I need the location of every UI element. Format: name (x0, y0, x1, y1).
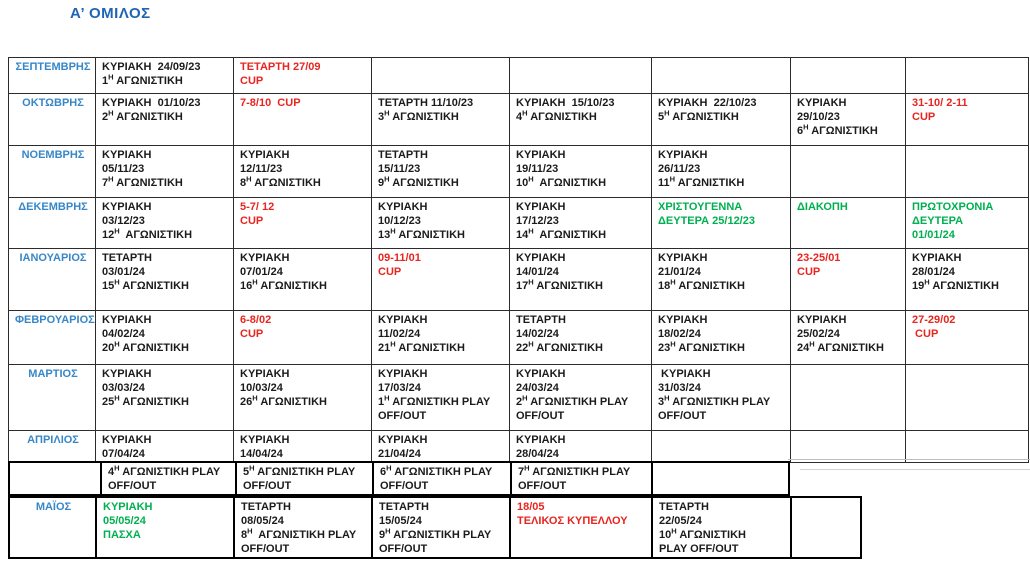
cell-line: CUP (240, 215, 264, 228)
empty-cell (652, 462, 789, 495)
empty-cell (906, 58, 1029, 94)
schedule-cell (511, 462, 652, 495)
cell-line: CUP (240, 328, 264, 341)
cell-line: 5-7/ 12 (240, 201, 275, 213)
cell-line: ΚΥΡΙΑΚΗ (378, 314, 428, 326)
schedule-cell (791, 249, 906, 311)
cell-line: ΚΥΡΙΑΚΗ (378, 434, 428, 446)
month-cell: ΦΕΒΡΟΥΑΡΙΟΣ (9, 311, 96, 365)
cell-line: 19/11/23 (516, 163, 559, 176)
table-row (9, 311, 1029, 365)
table-row (9, 249, 1029, 311)
cell-line: 08/05/24 (241, 515, 284, 528)
schedule-cell (652, 146, 791, 198)
cell-line: $7^H$ ΑΓΩΝΙΣΤΙΚΗ (102, 174, 183, 190)
cell-line: PLAY OFF/OUT (659, 543, 739, 556)
cell-line: ΤΕΤΑΡΤΗ (241, 501, 291, 513)
cell-line: 05/11/23 (102, 163, 145, 176)
cell-line: ΚΥΡΙΑΚΗ (658, 149, 708, 161)
cell-line: $14^H$ ΑΓΩΝΙΣΤΙΚΗ (516, 226, 607, 242)
cell-line: ΚΥΡΙΑΚΗ (102, 201, 152, 213)
cell-line: $3^H$ ΑΓΩΝΙΣΤΙΚΗ (378, 108, 459, 124)
cell-line: 29/10/23 (797, 111, 840, 124)
schedule-cell (372, 146, 510, 198)
cell-line: $2^H$ ΑΓΩΝΙΣΤΙΚΗ PLAY (516, 393, 629, 409)
cell-line: $26^H$ ΑΓΩΝΙΣΤΙΚΗ (240, 393, 327, 409)
cell-line: $24^H$ ΑΓΩΝΙΣΤΙΚΗ (797, 339, 884, 355)
cell-line: ΚΥΡΙΑΚΗ (102, 149, 152, 161)
cell-line: $9^H$ ΑΓΩΝΙΣΤΙΚΗ PLAY (379, 526, 492, 542)
schedule-cell (372, 94, 510, 146)
table-row (9, 146, 1029, 198)
cell-line: ΚΥΡΙΑΚΗ 24/09/23 (102, 61, 201, 73)
cell-line: $4^H$ ΑΓΩΝΙΣΤΙΚΗ (516, 108, 597, 124)
cell-line: CUP (912, 328, 939, 341)
cell-line: 28/04/24 (516, 448, 559, 461)
empty-cell (906, 146, 1029, 198)
schedule-cell (510, 146, 652, 198)
cell-line: ΚΥΡΙΑΚΗ 22/10/23 (658, 97, 757, 109)
cell-line: 07/04/24 (102, 448, 145, 461)
cell-line: ΤΕΤΑΡΤΗ (102, 252, 152, 264)
cell-line: $19^H$ ΑΓΩΝΙΣΤΙΚΗ (912, 277, 999, 293)
cell-line: ΚΥΡΙΑΚΗ (797, 314, 847, 326)
cell-line: ΔΙΑΚΟΠΗ (797, 201, 848, 213)
empty-cell (791, 58, 906, 94)
cell-line: $17^H$ ΑΓΩΝΙΣΤΙΚΗ (516, 277, 603, 293)
schedule-cell (510, 311, 652, 365)
empty-cell (906, 431, 1029, 463)
cell-line: 07/01/24 (240, 266, 283, 279)
cell-line: 25/02/24 (797, 328, 840, 341)
cell-line: ΚΥΡΙΑΚΗ (516, 201, 566, 213)
schedule-cell (234, 198, 372, 249)
schedule-cell (96, 146, 234, 198)
schedule-cell (234, 365, 372, 431)
cell-line: 14/04/24 (240, 448, 283, 461)
cell-line: $9^H$ ΑΓΩΝΙΣΤΙΚΗ (378, 174, 459, 190)
cell-line: OFF/OUT (518, 480, 567, 493)
schedule-cell (234, 311, 372, 365)
empty-cell (791, 497, 861, 558)
cell-line: 12/11/23 (240, 163, 283, 176)
schedule-cell (791, 311, 906, 365)
cell-line: 18/02/24 (658, 328, 701, 341)
cell-line: 23-25/01 (797, 252, 841, 264)
cell-line: 26/11/23 (658, 163, 701, 176)
table-row (9, 462, 789, 495)
cell-line: $8^H$ ΑΓΩΝΙΣΤΙΚΗ PLAY (241, 526, 357, 542)
cell-line: ΠΑΣΧΑ (103, 529, 141, 542)
cell-line: $23^H$ ΑΓΩΝΙΣΤΙΚΗ (658, 339, 745, 355)
cell-line: 21/04/24 (378, 448, 421, 461)
cell-line: $18^H$ ΑΓΩΝΙΣΤΙΚΗ (658, 277, 745, 293)
schedule-cell (372, 431, 510, 463)
month-cell: ΙΑΝΟΥΑΡΙΟΣ (9, 249, 96, 311)
cell-line: OFF/OUT (658, 410, 707, 423)
month-cell: ΑΠΡΙΛΙΟΣ (9, 431, 96, 463)
cell-line: 28/01/24 (912, 266, 955, 279)
schedule-cell (510, 249, 652, 311)
schedule-cell (791, 94, 906, 146)
cell-line: $16^H$ ΑΓΩΝΙΣΤΙΚΗ (240, 277, 327, 293)
cell-line: 15/05/24 (379, 515, 422, 528)
cell-line: ΤΕΤΑΡΤΗ (516, 314, 566, 326)
cell-line: ΚΥΡΙΑΚΗ (658, 314, 708, 326)
cell-line: ΚΥΡΙΑΚΗ (516, 368, 566, 380)
cell-line: 21/01/24 (658, 266, 701, 279)
cell-line: ΤΕΤΑΡΤΗ (378, 149, 428, 161)
empty-cell (791, 146, 906, 198)
schedule-cell (96, 58, 234, 94)
grid-table (8, 57, 1029, 463)
month-cell: ΟΚΤΩΒΡΗΣ (9, 94, 96, 146)
cell-line: $12^H$ ΑΓΩΝΙΣΤΙΚΗ (102, 226, 193, 242)
erased-border-artifact (800, 469, 1030, 470)
cell-line: ΚΥΡΙΑΚΗ (240, 368, 290, 380)
cell-line: $22^H$ ΑΓΩΝΙΣΤΙΚΗ (516, 339, 603, 355)
month-cell: ΝΟΕΜΒΡΗΣ (9, 146, 96, 198)
cell-line: ΚΥΡΙΑΚΗ (912, 252, 962, 264)
cell-line: ΔΕΥΤΕΡΑ (912, 215, 964, 228)
cell-line: $2^H$ ΑΓΩΝΙΣΤΙΚΗ (102, 108, 183, 124)
cell-line: $13^H$ ΑΓΩΝΙΣΤΙΚΗ (378, 226, 465, 242)
schedule-cell (96, 431, 234, 463)
cell-line: $11^H$ ΑΓΩΝΙΣΤΙΚΗ (658, 174, 745, 190)
empty-cell (652, 58, 791, 94)
cell-line: OFF/OUT (379, 543, 428, 556)
cell-line: ΔΕΥΤΕΡΑ 25/12/23 (658, 215, 755, 228)
cell-line: 15/11/23 (378, 163, 421, 176)
cell-line: $1^H$ ΑΓΩΝΙΣΤΙΚΗ PLAY (378, 393, 491, 409)
table-row (9, 365, 1029, 431)
cell-line: 31-10/ 2-11 (912, 97, 968, 109)
schedule-cell (510, 365, 652, 431)
cell-line: 03/12/23 (102, 215, 145, 228)
cell-line: $25^H$ ΑΓΩΝΙΣΤΙΚΗ (102, 393, 189, 409)
cell-line: $8^H$ ΑΓΩΝΙΣΤΙΚΗ (240, 174, 321, 190)
month-cell: ΜΑΡΤΙΟΣ (9, 365, 96, 431)
cell-line: CUP (912, 111, 936, 124)
cell-line: $10^H$ ΑΓΩΝΙΣΤΙΚΗ (659, 526, 746, 542)
empty-cell (791, 365, 906, 431)
cell-line: ΚΥΡΙΑΚΗ (797, 97, 847, 109)
cell-line: ΧΡΙΣΤΟΥΓΕΝΝΑ (658, 201, 743, 213)
schedule-cell (906, 311, 1029, 365)
schedule-cell (906, 249, 1029, 311)
cell-line: ΚΥΡΙΑΚΗ (516, 434, 566, 446)
table-row (9, 497, 861, 558)
schedule-cell (372, 198, 510, 249)
schedule-cell (234, 94, 372, 146)
cell-line: ΤΕΤΑΡΤΗ (379, 501, 429, 513)
schedule-cell (652, 497, 791, 558)
cell-line: $6^H$ ΑΓΩΝΙΣΤΙΚΗ PLAY (380, 463, 493, 478)
cell-line: OFF/OUT (516, 410, 565, 423)
cell-line: 31/03/24 (658, 382, 701, 395)
cell-line: ΤΕΛΙΚΟΣ ΚΥΠΕΛΛΟΥ (517, 515, 628, 528)
schedule-cell (652, 249, 791, 311)
cell-line: ΚΥΡΙΑΚΗ (103, 501, 153, 513)
cell-line: ΚΥΡΙΑΚΗ (240, 252, 290, 264)
bold-border-table (8, 496, 862, 559)
schedule-cell (906, 94, 1029, 146)
schedule-cell (96, 365, 234, 431)
cell-line: ΚΥΡΙΑΚΗ 01/10/23 (102, 97, 201, 109)
cell-line: ΚΥΡΙΑΚΗ (240, 434, 290, 446)
schedule-cell (96, 94, 234, 146)
schedule-cell (652, 198, 791, 249)
cell-line: ΚΥΡΙΑΚΗ (658, 252, 708, 264)
cell-line: ΤΕΤΑΡΤΗ 11/10/23 (378, 97, 474, 109)
schedule-cell (234, 146, 372, 198)
cell-line: $3^H$ ΑΓΩΝΙΣΤΙΚΗ PLAY (658, 393, 771, 409)
cell-line: OFF/OUT (241, 543, 290, 556)
schedule-cell (906, 198, 1029, 249)
cell-line: ΤΕΤΑΡΤΗ 27/09 (240, 61, 321, 73)
cell-line: 14/02/24 (516, 328, 559, 341)
cell-line: ΚΥΡΙΑΚΗ (102, 314, 152, 326)
cell-line: 18/05 (517, 501, 545, 513)
table-row (9, 198, 1029, 249)
schedule-cell (510, 198, 652, 249)
cell-line: OFF/OUT (108, 480, 157, 493)
empty-cell (9, 462, 101, 495)
cell-line: OFF/OUT (380, 480, 429, 493)
cell-line: ΚΥΡΙΑΚΗ (658, 368, 711, 380)
cell-line: 17/03/24 (378, 382, 421, 395)
cell-line: 11/02/24 (378, 328, 421, 341)
cell-line: CUP (378, 266, 402, 279)
cell-line: 03/01/24 (102, 266, 145, 279)
cell-line: $1^H$ ΑΓΩΝΙΣΤΙΚΗ (102, 72, 183, 88)
cell-line: 22/05/24 (659, 515, 702, 528)
cell-line: OFF/OUT (378, 410, 427, 423)
table-row (9, 58, 1029, 94)
cell-line: $15^H$ ΑΓΩΝΙΣΤΙΚΗ (102, 277, 189, 293)
month-cell: ΣΕΠΤΕΜΒΡΗΣ (9, 58, 96, 94)
cell-line: ΠΡΩΤΟΧΡΟΝΙΑ (912, 201, 994, 213)
schedule-cell (510, 94, 652, 146)
cell-line: 27-29/02 (912, 314, 956, 326)
cell-line: 10/12/23 (378, 215, 421, 228)
cell-line: ΚΥΡΙΑΚΗ 15/10/23 (516, 97, 615, 109)
cell-line: ΚΥΡΙΑΚΗ (516, 149, 566, 161)
cell-line: ΚΥΡΙΑΚΗ (102, 368, 152, 380)
schedule-cell (372, 497, 510, 558)
cell-line: 04/02/24 (102, 328, 145, 341)
cell-line: $10^H$ ΑΓΩΝΙΣΤΙΚΗ (516, 174, 607, 190)
schedule-cell (652, 94, 791, 146)
schedule-cell (372, 365, 510, 431)
cell-line: CUP (797, 266, 821, 279)
empty-cell (652, 431, 791, 463)
schedule-cell (234, 497, 372, 558)
cell-line: 10/03/24 (240, 382, 283, 395)
cell-line: 01/01/24 (912, 229, 955, 242)
empty-cell (906, 365, 1029, 431)
cell-line: 05/05/24 (103, 515, 146, 528)
schedule-cell (96, 198, 234, 249)
schedule-cell (96, 311, 234, 365)
cell-line: $6^H$ ΑΓΩΝΙΣΤΙΚΗ (797, 122, 878, 138)
schedule-cell (236, 462, 373, 495)
schedule-cell (510, 497, 652, 558)
cell-line: 03/03/24 (102, 382, 145, 395)
empty-cell (372, 58, 510, 94)
schedule-cell (96, 497, 234, 558)
table-row (9, 94, 1029, 146)
schedule-cell (234, 58, 372, 94)
cell-line: ΚΥΡΙΑΚΗ (378, 201, 428, 213)
cell-line: $21^H$ ΑΓΩΝΙΣΤΙΚΗ (378, 339, 465, 355)
cell-line: 17/12/23 (516, 215, 559, 228)
cell-line: 6-8/02 (240, 314, 272, 326)
table-row (9, 431, 1029, 463)
schedule-cell (373, 462, 511, 495)
schedule-cell (510, 431, 652, 463)
month-cell: ΜΑΪΟΣ (9, 497, 96, 558)
cell-line: OFF/OUT (243, 480, 292, 493)
schedule-cell (791, 198, 906, 249)
cell-line: 7-8/10 CUP (240, 97, 301, 109)
cell-line: ΤΕΤΑΡΤΗ (659, 501, 709, 513)
empty-cell (510, 58, 652, 94)
cell-line: 14/01/24 (516, 266, 559, 279)
erased-border-artifact (788, 459, 1030, 460)
cell-line: $5^H$ ΑΓΩΝΙΣΤΙΚΗ (658, 108, 739, 124)
cell-line: $7^H$ ΑΓΩΝΙΣΤΙΚΗ PLAY (518, 463, 631, 478)
cell-line: $20^H$ ΑΓΩΝΙΣΤΙΚΗ (102, 339, 189, 355)
month-cell: ΔΕΚΕΜΒΡΗΣ (9, 198, 96, 249)
schedule-cell (101, 462, 236, 495)
cell-line: ΚΥΡΙΑΚΗ (378, 368, 428, 380)
cell-line: CUP (240, 75, 264, 88)
cell-line: $4^H$ ΑΓΩΝΙΣΤΙΚΗ PLAY (108, 463, 221, 478)
cell-line: 09-11/01 (378, 252, 421, 264)
page-title: Α’ ΟΜΙΛΟΣ (70, 5, 151, 22)
cell-line: 24/03/24 (516, 382, 559, 395)
schedule-cell (96, 249, 234, 311)
bold-border-table (8, 461, 790, 496)
schedule-cell (372, 249, 510, 311)
cell-line: $5^H$ ΑΓΩΝΙΣΤΙΚΗ PLAY (243, 463, 356, 478)
cell-line: ΚΥΡΙΑΚΗ (102, 434, 152, 446)
schedule-cell (372, 311, 510, 365)
cell-line: ΚΥΡΙΑΚΗ (516, 252, 566, 264)
cell-line: ΚΥΡΙΑΚΗ (240, 149, 290, 161)
empty-cell (791, 431, 906, 463)
schedule-cell (652, 365, 791, 431)
schedule-cell (652, 311, 791, 365)
schedule-cell (234, 431, 372, 463)
schedule-cell (234, 249, 372, 311)
